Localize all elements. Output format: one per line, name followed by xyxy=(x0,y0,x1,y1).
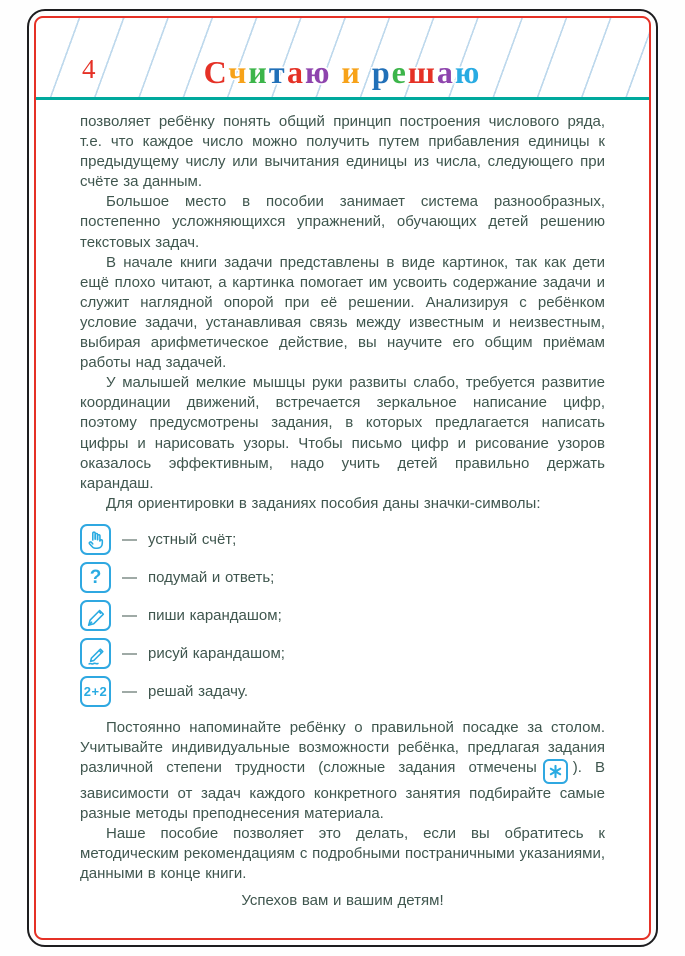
legend-item-think-answer xyxy=(80,559,605,597)
paragraph-difficulty xyxy=(80,718,605,824)
legend-item-draw-pencil xyxy=(80,635,605,673)
paragraph-picture-tasks: В начале книги задачи представлены в виде картинок, так как дети ещё плохо читают, а картинка помогает им усвоить содержание задачи и служит наглядной опорой при её решении. Анализируя с ребёнком условие задачи, устанавливая связь между известным и неизвестным, выбирая арифметическое действие, вы научите его общим приёмам работы над задачей. xyxy=(80,253,605,372)
page-header xyxy=(36,18,649,100)
symbol-legend xyxy=(80,521,605,711)
legend-label: устный счёт; xyxy=(148,530,237,548)
legend-item-write-pencil xyxy=(80,597,605,635)
pencil-drawing-icon xyxy=(80,638,111,669)
legend-dash: — xyxy=(122,682,137,700)
pen-writing-icon xyxy=(80,600,111,631)
text-segment-after-marker: ). В зависимости от задач каждого конкретного занятия подбирайте самые разные методы преподнесения материала. xyxy=(80,759,605,823)
legend-item-solve-task xyxy=(80,673,605,711)
legend-dash: — xyxy=(122,644,137,662)
legend-label: подумай и ответь; xyxy=(148,568,275,586)
legend-dash: — xyxy=(122,568,137,586)
legend-label: пиши карандашом; xyxy=(148,606,282,624)
legend-dash: — xyxy=(122,530,137,548)
inner-frame xyxy=(34,16,651,940)
page-number: 4 xyxy=(82,54,96,84)
paragraph-method-guide: Наше пособие позволяет это делать, если вы обратитесь к методическим рекомендациям с подробными постраничными указаниями, данными в конце книги. xyxy=(80,825,605,883)
legend-label: рисуй карандашом; xyxy=(148,644,285,662)
question-mark-icon: ? xyxy=(80,562,111,593)
paragraph-motor-skills: У малышей мелкие мышцы руки развиты слабо, требуется развитие координации движений, встречается зеркальное написание цифр, поэтому предусмотрены задания, в которых предлагается написать цифры и нарисовать узоры. Чтобы письмо цифр и рисование узоров оказалось эффективным, надо учить детей правильно держать карандаш. xyxy=(80,374,605,492)
closing-wish: Успехов вам и вашим детям! xyxy=(241,891,444,909)
paragraph-number-series: позволяет ребёнку понять общий принцип построения числового ряда, т.е. что каждое число можно получить путем прибавления единицы к предыдущему числу или вычитания единицы из числа, следующего при счёте за данным. xyxy=(80,113,605,191)
legend-label: решай задачу. xyxy=(148,682,249,700)
legend-item-oral-count xyxy=(80,521,605,559)
paragraph-symbols-intro: Для ориентировки в заданиях пособия даны значки-символы: xyxy=(106,494,541,512)
hand-counting-icon xyxy=(80,524,111,555)
legend-dash: — xyxy=(122,606,137,624)
page-title: Считаю и решаю xyxy=(203,54,482,90)
two-plus-two-icon: 2+2 xyxy=(80,676,111,707)
page-content xyxy=(36,100,649,938)
text-segment-before-marker: Постоянно напоминайте ребёнку о правильной посадке за столом. Учитывайте индивидуальные возможности ребёнка, предлагая задания различной степени трудности (сложные задания отмечены xyxy=(80,718,605,777)
paragraph-exercises: Большое место в пособии занимает система разнообразных, постепенно усложняющихся упражнений, обучающих детей решению текстовых задач. xyxy=(80,193,605,251)
asterisk-icon xyxy=(543,759,568,784)
